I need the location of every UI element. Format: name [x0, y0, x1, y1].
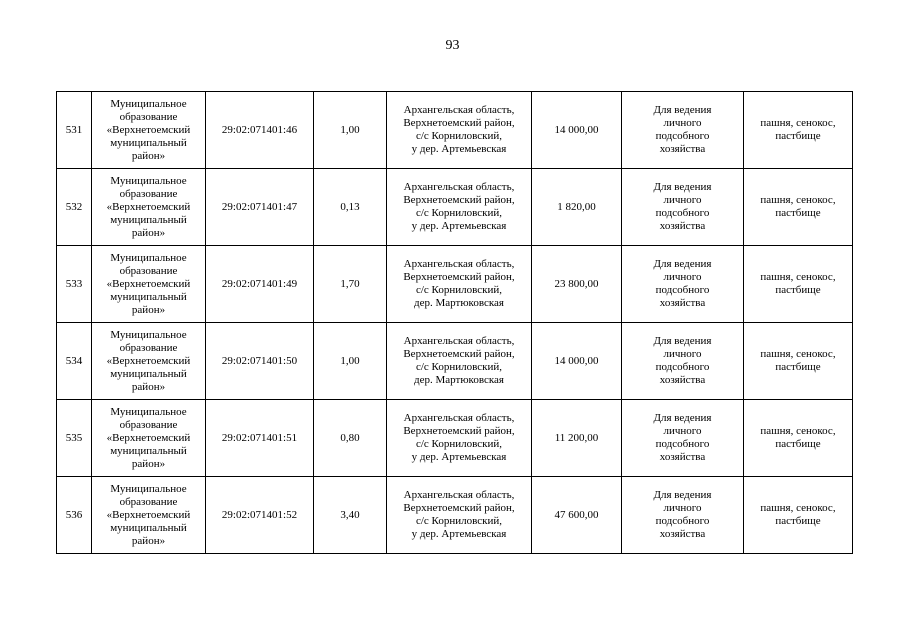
area-value: 1,00 — [340, 123, 360, 136]
table-row — [57, 323, 853, 400]
price-cell — [532, 246, 622, 323]
usage-cell — [744, 323, 853, 400]
area-value: 3,40 — [340, 508, 360, 521]
purpose-cell — [622, 92, 744, 169]
cadastral-number: 29:02:071401:52 — [221, 508, 298, 521]
area-cell — [314, 246, 387, 323]
address-line: дер. Мартюковская — [414, 297, 504, 309]
cadastral-cell — [206, 400, 314, 477]
owner-line: район» — [131, 380, 166, 393]
address-cell — [387, 92, 532, 169]
owner-line: муниципальный — [110, 136, 187, 149]
price-cell — [532, 169, 622, 246]
purpose-line: хозяйства — [659, 220, 706, 232]
cadastral-cell — [206, 323, 314, 400]
purpose-cell — [622, 477, 744, 554]
purpose-line: хозяйства — [659, 451, 706, 463]
owner-line: образование — [119, 418, 178, 431]
owner-line: Муниципальное — [110, 405, 187, 418]
purpose-line: личного — [663, 271, 702, 283]
purpose-cell — [622, 246, 744, 323]
purpose-line: личного — [663, 117, 702, 129]
address-cell — [387, 169, 532, 246]
table-row — [57, 400, 853, 477]
owner-cell — [92, 92, 206, 169]
row-number: 536 — [65, 508, 83, 521]
address-line: с/с Корниловский, — [415, 284, 502, 296]
usage-line: пашня, сенокос, — [760, 348, 836, 360]
owner-cell — [92, 169, 206, 246]
owner-line: «Верхнетоемский — [106, 431, 191, 444]
purpose-line: подсобного — [655, 207, 710, 219]
usage-line: пашня, сенокос, — [760, 502, 836, 514]
address-line: с/с Корниловский, — [415, 207, 502, 219]
usage-line: пашня, сенокос, — [760, 271, 836, 283]
purpose-line: личного — [663, 425, 702, 437]
address-line: дер. Мартюковская — [414, 374, 504, 386]
row-number-cell — [57, 323, 92, 400]
purpose-line: подсобного — [655, 284, 710, 296]
address-cell — [387, 246, 532, 323]
address-line: у дер. Артемьевская — [411, 451, 507, 463]
usage-line: пастбище — [775, 130, 821, 142]
page-number: 93 — [445, 38, 460, 53]
address-line: Верхнетоемский район, — [403, 117, 515, 129]
purpose-line: подсобного — [655, 361, 710, 373]
purpose-line: Для ведения — [653, 258, 712, 270]
purpose-line: Для ведения — [653, 489, 712, 501]
owner-line: район» — [131, 303, 166, 316]
owner-cell — [92, 400, 206, 477]
owner-line: муниципальный — [110, 521, 187, 534]
address-line: с/с Корниловский, — [415, 130, 502, 142]
usage-line: пастбище — [775, 515, 821, 527]
table-body — [57, 92, 853, 554]
purpose-line: хозяйства — [659, 143, 706, 155]
price-value: 23 800,00 — [554, 277, 599, 290]
purpose-line: хозяйства — [659, 528, 706, 540]
table-row — [57, 477, 853, 554]
row-number-cell — [57, 169, 92, 246]
area-cell — [314, 169, 387, 246]
owner-line: образование — [119, 495, 178, 508]
address-line: у дер. Артемьевская — [411, 528, 507, 540]
address-line: Архангельская область, — [403, 181, 515, 193]
price-cell — [532, 477, 622, 554]
owner-line: Муниципальное — [110, 328, 187, 341]
row-number-cell — [57, 477, 92, 554]
usage-cell — [744, 169, 853, 246]
price-value: 14 000,00 — [554, 123, 599, 136]
owner-line: Муниципальное — [110, 251, 187, 264]
usage-line: пашня, сенокос, — [760, 425, 836, 437]
owner-line: Муниципальное — [110, 97, 187, 110]
cadastral-cell — [206, 246, 314, 323]
address-line: Верхнетоемский район, — [403, 194, 515, 206]
usage-cell — [744, 477, 853, 554]
owner-line: образование — [119, 187, 178, 200]
area-value: 0,80 — [340, 431, 360, 444]
owner-cell — [92, 323, 206, 400]
address-cell — [387, 400, 532, 477]
price-cell — [532, 400, 622, 477]
cadastral-number: 29:02:071401:50 — [221, 354, 298, 367]
purpose-cell — [622, 400, 744, 477]
price-cell — [532, 323, 622, 400]
owner-line: район» — [131, 226, 166, 239]
usage-line: пастбище — [775, 284, 821, 296]
area-cell — [314, 477, 387, 554]
row-number: 532 — [65, 200, 83, 213]
usage-line: пастбище — [775, 207, 821, 219]
address-line: Верхнетоемский район, — [403, 502, 515, 514]
purpose-line: Для ведения — [653, 335, 712, 347]
cadastral-number: 29:02:071401:51 — [221, 431, 298, 444]
owner-line: район» — [131, 457, 166, 470]
table-row — [57, 246, 853, 323]
cadastral-number: 29:02:071401:49 — [221, 277, 298, 290]
owner-line: район» — [131, 149, 166, 162]
address-line: Верхнетоемский район, — [403, 425, 515, 437]
owner-line: муниципальный — [110, 290, 187, 303]
owner-line: «Верхнетоемский — [106, 277, 191, 290]
area-value: 1,70 — [340, 277, 360, 290]
price-value: 47 600,00 — [554, 508, 599, 521]
address-line: Архангельская область, — [403, 412, 515, 424]
table-row — [57, 92, 853, 169]
owner-line: «Верхнетоемский — [106, 200, 191, 213]
address-line: Архангельская область, — [403, 489, 515, 501]
purpose-line: хозяйства — [659, 374, 706, 386]
cadastral-cell — [206, 169, 314, 246]
area-cell — [314, 323, 387, 400]
address-line: Верхнетоемский район, — [403, 271, 515, 283]
area-cell — [314, 400, 387, 477]
address-cell — [387, 323, 532, 400]
land-plots-table — [56, 91, 853, 554]
owner-line: муниципальный — [110, 444, 187, 457]
owner-line: муниципальный — [110, 213, 187, 226]
area-value: 0,13 — [340, 200, 360, 213]
purpose-line: подсобного — [655, 515, 710, 527]
address-line: у дер. Артемьевская — [411, 143, 507, 155]
address-line: с/с Корниловский, — [415, 438, 502, 450]
purpose-line: личного — [663, 502, 702, 514]
usage-line: пастбище — [775, 361, 821, 373]
purpose-cell — [622, 323, 744, 400]
owner-line: «Верхнетоемский — [106, 508, 191, 521]
price-value: 14 000,00 — [554, 354, 599, 367]
usage-cell — [744, 92, 853, 169]
purpose-line: подсобного — [655, 438, 710, 450]
purpose-line: Для ведения — [653, 412, 712, 424]
usage-cell — [744, 400, 853, 477]
address-line: у дер. Артемьевская — [411, 220, 507, 232]
purpose-line: личного — [663, 348, 702, 360]
price-cell — [532, 92, 622, 169]
cadastral-cell — [206, 477, 314, 554]
area-cell — [314, 92, 387, 169]
address-line: Архангельская область, — [403, 258, 515, 270]
address-cell — [387, 477, 532, 554]
owner-line: Муниципальное — [110, 482, 187, 495]
owner-line: «Верхнетоемский — [106, 123, 191, 136]
address-line: с/с Корниловский, — [415, 515, 502, 527]
owner-cell — [92, 477, 206, 554]
cadastral-number: 29:02:071401:46 — [221, 123, 298, 136]
row-number-cell — [57, 400, 92, 477]
owner-line: образование — [119, 110, 178, 123]
purpose-cell — [622, 169, 744, 246]
purpose-line: Для ведения — [653, 104, 712, 116]
owner-line: образование — [119, 264, 178, 277]
usage-line: пашня, сенокос, — [760, 117, 836, 129]
row-number: 535 — [65, 431, 83, 444]
owner-line: Муниципальное — [110, 174, 187, 187]
table-row — [57, 169, 853, 246]
usage-cell — [744, 246, 853, 323]
usage-line: пашня, сенокос, — [760, 194, 836, 206]
owner-line: образование — [119, 341, 178, 354]
cadastral-cell — [206, 92, 314, 169]
purpose-line: Для ведения — [653, 181, 712, 193]
address-line: с/с Корниловский, — [415, 361, 502, 373]
address-line: Архангельская область, — [403, 335, 515, 347]
area-value: 1,00 — [340, 354, 360, 367]
purpose-line: личного — [663, 194, 702, 206]
owner-line: муниципальный — [110, 367, 187, 380]
price-value: 1 820,00 — [557, 200, 596, 213]
purpose-line: подсобного — [655, 130, 710, 142]
row-number: 531 — [65, 123, 83, 136]
row-number: 534 — [65, 354, 83, 367]
usage-line: пастбище — [775, 438, 821, 450]
owner-cell — [92, 246, 206, 323]
address-line: Верхнетоемский район, — [403, 348, 515, 360]
address-line: Архангельская область, — [403, 104, 515, 116]
row-number-cell — [57, 92, 92, 169]
purpose-line: хозяйства — [659, 297, 706, 309]
owner-line: район» — [131, 534, 166, 547]
cadastral-number: 29:02:071401:47 — [221, 200, 298, 213]
price-value: 11 200,00 — [554, 431, 599, 444]
owner-line: «Верхнетоемский — [106, 354, 191, 367]
row-number: 533 — [65, 277, 83, 290]
row-number-cell — [57, 246, 92, 323]
